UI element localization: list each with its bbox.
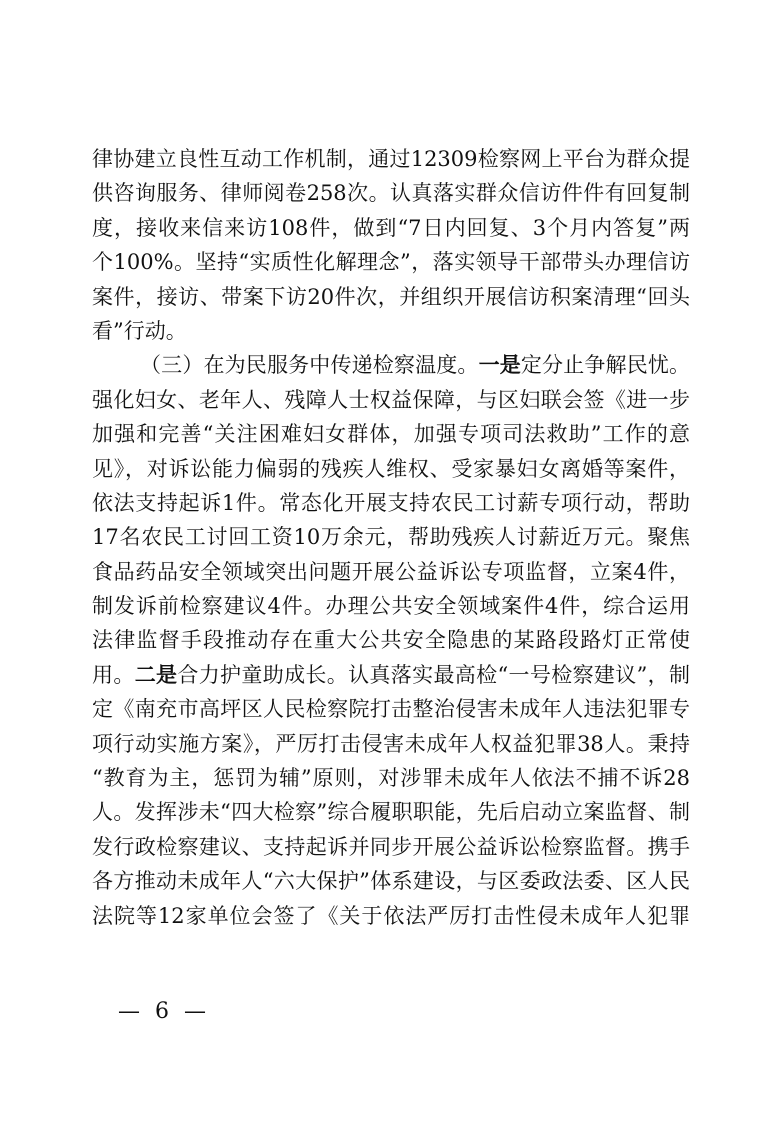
document-body — [92, 142, 690, 933]
text-line: “教育为主，惩罚为辅”原则，对涉罪未成年人依法不捕不诉28 — [92, 766, 690, 791]
section-heading: （三）在为民服务中传递检察温度。 — [140, 353, 479, 378]
text-line: 项行动实施方案》，严厉打击侵害未成年人权益犯罪38人。秉持 — [92, 731, 690, 756]
text-line: 各方推动未成年人“六大保护”体系建设，与区委政法委、区人民 — [92, 869, 690, 894]
page-number: — 6 — — [118, 999, 210, 1024]
text-line: 制发诉前检察建议4件。办理公共安全领域案件4件，综合运用 — [92, 594, 690, 619]
text-line: 律协建立良性互动工作机制，通过12309检察网上平台为群众提 — [92, 147, 690, 171]
text-line: 见》，对诉讼能力偏弱的残疾人维权、受家暴妇女离婚等案件， — [92, 456, 690, 481]
text-line: 个100%。坚持“实质性化解理念”，落实领导干部带头办理信访 — [92, 250, 690, 275]
point-marker-one: 一是 — [478, 353, 521, 378]
paragraph-petition-work — [92, 142, 690, 348]
text-line: 法律监督手段推动存在重大公共安全隐患的某路段路灯正常使 — [92, 628, 690, 653]
text-line-section-heading — [92, 348, 690, 382]
text-line: 看”行动。 — [92, 318, 187, 343]
text-line: 发行政检察建议、支持起诉并同步开展公益诉讼检察监督。携手 — [92, 834, 690, 859]
text-line: 人。发挥涉未“四大检察”综合履职职能，先后启动立案监督、制 — [92, 800, 690, 825]
text-line: 案件，接访、带案下访20件次，并组织开展信访积案清理“回头 — [92, 284, 690, 309]
text-line: 加强和完善“关注困难妇女群体，加强专项司法救助”工作的意 — [92, 422, 690, 447]
text-line: 强化妇女、老年人、残障人士权益保障，与区妇联会签《进一步 — [92, 387, 690, 412]
text-line-point-two — [92, 658, 690, 692]
text-line: 定《南充市高坪区人民检察院打击整治侵害未成年人违法犯罪专 — [92, 697, 690, 722]
point-marker-two: 二是 — [134, 662, 178, 687]
text-line: 法院等12家单位会签了《关于依法严厉打击性侵未成年人犯罪 — [92, 903, 690, 928]
paragraph-service-warmth — [92, 348, 690, 933]
text-line: 17名农民工讨回工资10万余元，帮助残疾人讨薪近万元。聚焦 — [92, 525, 690, 550]
text-line: 度，接收来信来访108件，做到“7日内回复、3个月内答复”两 — [92, 215, 690, 240]
text-line: 依法支持起诉1件。常态化开展支持农民工讨薪专项行动，帮助 — [92, 490, 690, 515]
text-fragment: 用。 — [92, 662, 135, 687]
text-line: 供咨询服务、律师阅卷258次。认真落实群众信访件件有回复制 — [92, 181, 690, 206]
point-title-one: 定分止争解民忧。 — [520, 353, 691, 378]
text-line: 食品药品安全领域突出问题开展公益诉讼专项监督，立案4件， — [92, 559, 690, 584]
text-fragment: 合力护童助成长。认真落实最高检“一号检察建议”，制 — [177, 662, 691, 687]
